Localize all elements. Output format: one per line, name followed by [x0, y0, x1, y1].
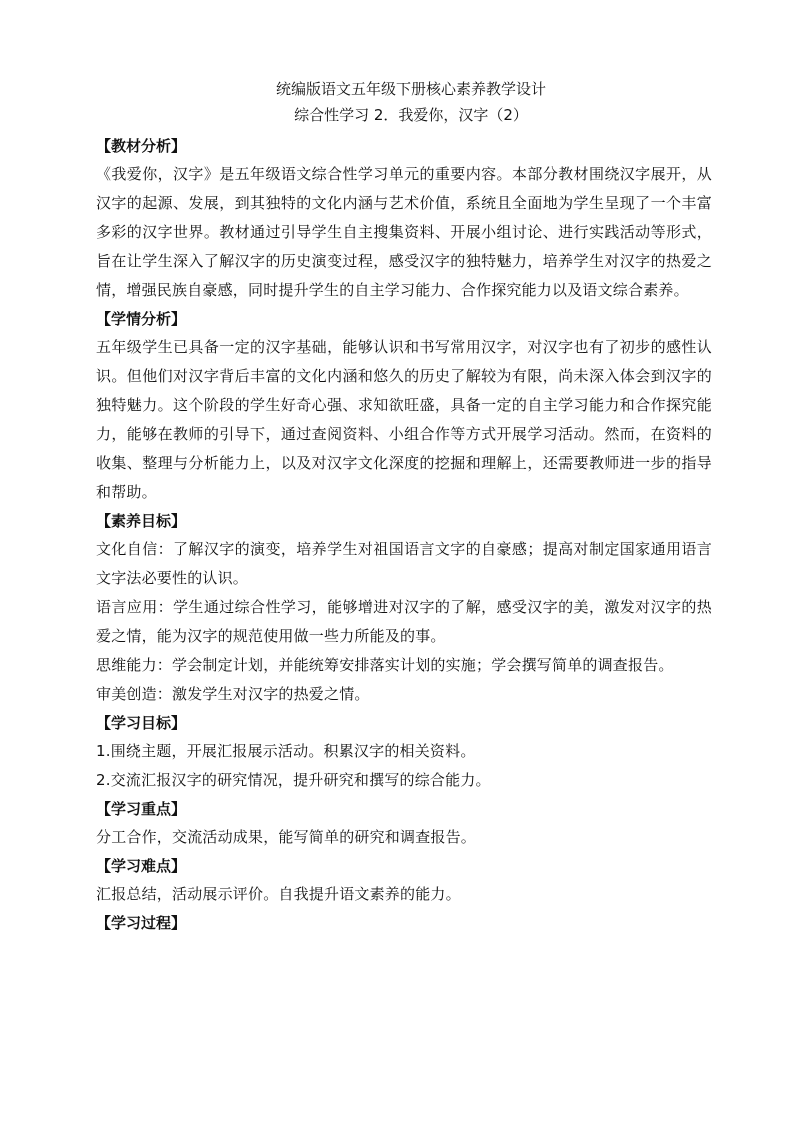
- document-subtitle: 综合性学习 2．我爱你，汉字（2）: [294, 106, 528, 124]
- paragraph-student-analysis: 五年级学生已具备一定的汉字基础，能够认识和书写常用汉字，对汉字也有了初步的感性认识。但他们对汉字背后丰富的文化内涵和悠久的历史了解较为有限，尚未深入体会到汉字的独特魅力。这个阶段的学生好奇心强、求知欲旺盛，具备一定的自主学习能力和合作探究能力，能够在教师的引导下，通过查阅资料、小组合作等方式开展学习活动。然而，在资料的收集、整理与分析能力上，以及对汉字文化深度的挖掘和理解上，还需要教师进一步的指导和帮助。: [96, 338, 712, 501]
- learning-objective-2: 2.交流汇报汉字的研究情况，提升研究和撰写的综合能力。: [96, 771, 491, 789]
- paragraph-learning-focus: 分工合作，交流活动成果，能写简单的研究和调查报告。: [96, 828, 477, 846]
- heading-learning-focus: 【学习重点】: [96, 800, 187, 818]
- heading-learning-difficulty: 【学习难点】: [96, 857, 187, 875]
- document-title: 统编版语文五年级下册核心素养教学设计: [275, 80, 546, 98]
- heading-learning-process: 【学习过程】: [96, 914, 187, 932]
- document-page: [96, 76, 712, 937]
- literacy-goal-thinking: 思维能力：学会制定计划，并能统筹安排落实计划的实施；学会撰写简单的调查报告。: [96, 656, 674, 674]
- literacy-goal-aesthetics: 审美创造：激发学生对汉字的热爱之情。: [96, 685, 370, 703]
- heading-literacy-goals: 【素养目标】: [96, 512, 187, 530]
- paragraph-textbook-analysis: 《我爱你，汉字》是五年级语文综合性学习单元的重要内容。本部分教材围绕汉字展开，从汉字的起源、发展，到其独特的文化内涵与艺术价值，系统且全面地为学生呈现了一个丰富多彩的汉字世界。教材通过引导学生自主搜集资料、开展小组讨论、进行实践活动等形式，旨在让学生深入了解汉字的历史演变过程，感受汉字的独特魅力，培养学生对汉字的热爱之情，增强民族自豪感，同时提升学生的自主学习能力、合作探究能力以及语文综合素养。: [96, 165, 712, 299]
- paragraph-learning-difficulty: 汇报总结，活动展示评价。自我提升语文素养的能力。: [96, 885, 461, 903]
- heading-student-analysis: 【学情分析】: [96, 310, 187, 328]
- learning-objective-1: 1.围绕主题，开展汇报展示活动。积累汉字的相关资料。: [96, 742, 476, 760]
- heading-learning-objectives: 【学习目标】: [96, 714, 187, 732]
- literacy-goal-culture: 文化自信：了解汉字的演变，培养学生对祖国语言文字的自豪感；提高对制定国家通用语言文字法必要性的认识。: [96, 540, 712, 587]
- literacy-goal-language: 语言应用：学生通过综合性学习，能够增进对汉字的了解，感受汉字的美，激发对汉字的热爱之情，能为汉字的规范使用做一些力所能及的事。: [96, 598, 712, 645]
- heading-textbook-analysis: 【教材分析】: [96, 137, 187, 155]
